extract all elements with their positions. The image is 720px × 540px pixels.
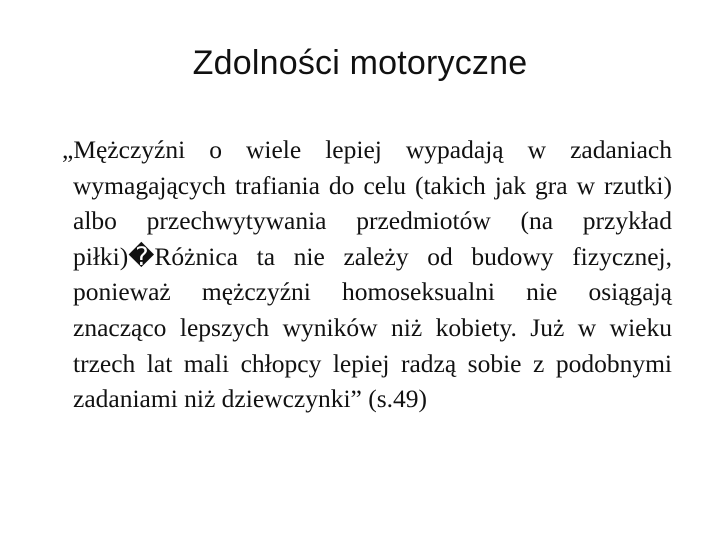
quote-paragraph (62, 132, 672, 417)
replacement-glyph: � (128, 241, 155, 271)
slide-title: Zdolności motoryczne (192, 44, 528, 82)
quote-text-part-1: „Mężczyźni o wiele lepiej wypadają w zadaniach wymagających trafiania do celu (takich jak gra w rzutki) albo przechwytywania przedmiotów (na przykład piłki) (62, 135, 672, 271)
quote-text-part-2: Różnica ta nie zależy od budowy fizycznej, ponieważ mężczyźni homoseksualni nie osiągają znacząco lepszych wyników niż kobiety. Już w wieku trzech lat mali chłopcy lepiej radzą sobie z podobnymi zadaniami niż dziewczynki” (s.49) (73, 241, 672, 414)
